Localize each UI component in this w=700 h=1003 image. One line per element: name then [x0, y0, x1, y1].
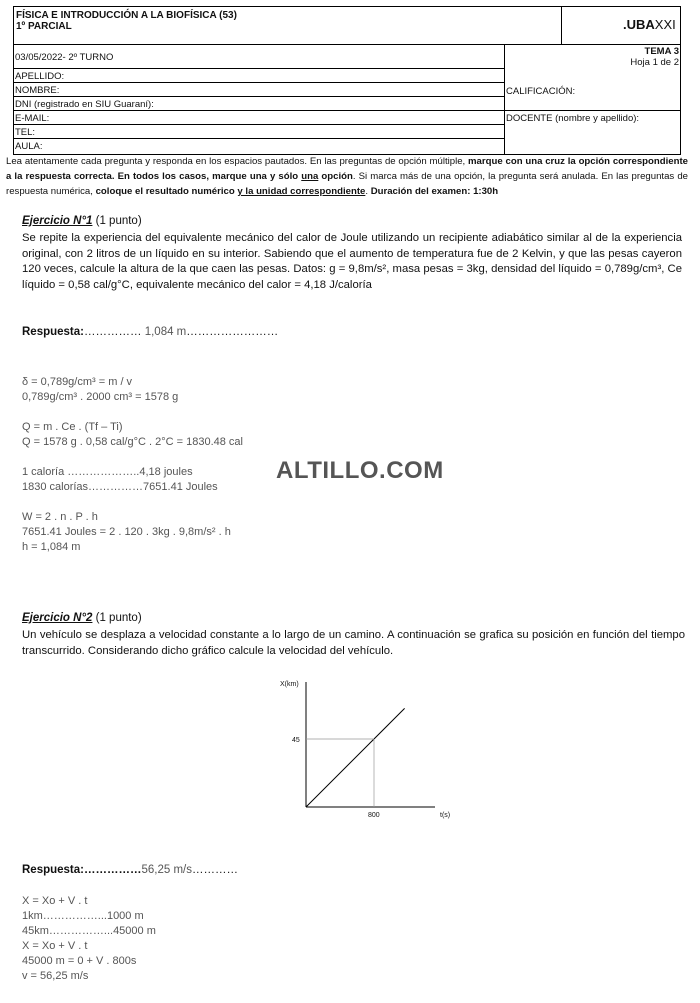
- ex1-work: [22, 375, 243, 555]
- docente-field[interactable]: DOCENTE (nombre y apellido):: [506, 113, 640, 124]
- course-title: FÍSICA E INTRODUCCIÓN A LA BIOFÍSICA (53): [16, 10, 237, 21]
- work-line: 1km……………...1000 m: [22, 910, 144, 922]
- ex2-answer: Respuesta:……………56,25 m/s…………: [22, 864, 238, 876]
- watermark: ALTILLO.COM: [276, 457, 444, 484]
- work-line: X = Xo + V . t: [22, 895, 88, 907]
- hoja-label: Hoja 1 de 2: [630, 57, 679, 68]
- apellido-field[interactable]: APELLIDO:: [15, 71, 65, 82]
- work-line: 1 caloría ………………..4,18 joules: [22, 466, 193, 478]
- date-turn: 03/05/2022- 2º TURNO: [15, 52, 114, 63]
- work-line: Q = 1578 g . 0,58 cal/g°C . 2°C = 1830.48 cal: [22, 436, 243, 448]
- work-line: 45000 m = 0 + V . 800s: [22, 955, 137, 967]
- work-line: 7651.41 Joules = 2 . 120 . 3kg . 9,8m/s² . h: [22, 526, 231, 538]
- position-time-chart: [270, 672, 470, 827]
- work-line: X = Xo + V . t: [22, 940, 88, 952]
- series-line: [306, 708, 405, 807]
- y-tick-label: 45: [292, 737, 300, 744]
- calificacion-field[interactable]: CALIFICACIÓN:: [506, 86, 576, 97]
- uba-logo: .UBAXXI: [623, 17, 676, 32]
- dni-field[interactable]: DNI (registrado en SIU Guaraní):: [15, 99, 154, 110]
- exam-name: 1º PARCIAL: [16, 21, 72, 32]
- ex1-statement: Se repite la experiencia del equivalente mecánico del calor de Joule utilizando un recipiente adiabático similar al de la experiencia original, con 2 litros de un líquido en su interior. Sabiendo que el aumento de temperatura fue de 2 Kelvin, y que las pesas cayeron 120 veces, calcule la altura de la que caen las pesas. Datos: g = 9,8m/s², masa pesas = 3kg, densidad del líquido = 0,789g/cm³, Ce líquido = 0,58 cal/g°C, equivalente mecánico del calor = 4,18 J/caloría: [22, 232, 682, 291]
- ex1-answer: Respuesta:…………… 1,084 m……………………: [22, 326, 279, 338]
- work-line: W = 2 . n . P . h: [22, 511, 98, 523]
- work-line: Q = m . Ce . (Tf – Ti): [22, 421, 123, 433]
- work-line: 0,789g/cm³ . 2000 cm³ = 1578 g: [22, 391, 179, 403]
- instructions: Lea atentamente cada pregunta y responda en los espacios pautados. En las preguntas de opción múltiple, marque con una cruz la opción correspondiente a la respuesta correcta. En todos los casos, marque una y sólo una opción. Si marca más de una opción, la pregunta será anulada. En las preguntas de respuesta numérica, coloque el resultado numérico y la unidad correspondiente. Duración del examen: 1:30h: [6, 156, 688, 197]
- aula-field[interactable]: AULA:: [15, 141, 43, 152]
- nombre-field[interactable]: NOMBRE:: [15, 85, 60, 96]
- work-line: h = 1,084 m: [22, 541, 81, 553]
- x-axis-label: t(s): [440, 812, 451, 819]
- x-tick-label: 800: [368, 812, 380, 819]
- work-line: 45km……………...45000 m: [22, 925, 156, 937]
- ex2-statement: Un vehículo se desplaza a velocidad constante a lo largo de un camino. A continuación se grafica su posición en función del tiempo transcurrido. Considerando dicho gráfico calcule la velocidad del vehículo.: [22, 629, 685, 657]
- tema-label: TEMA 3: [644, 46, 679, 57]
- work-line: 1830 calorías……………7651.41 Joules: [22, 481, 218, 493]
- ex2-work: [22, 894, 156, 984]
- email-field[interactable]: E-MAIL:: [15, 113, 50, 124]
- tel-field[interactable]: TEL:: [15, 127, 36, 138]
- ex1-title: Ejercicio N°1 (1 punto): [22, 215, 142, 227]
- work-line: δ = 0,789g/cm³ = m / v: [22, 376, 133, 388]
- ex2-title: Ejercicio N°2 (1 punto): [22, 612, 142, 624]
- work-line: v = 56,25 m/s: [22, 970, 89, 982]
- y-axis-label: X(km): [280, 681, 299, 688]
